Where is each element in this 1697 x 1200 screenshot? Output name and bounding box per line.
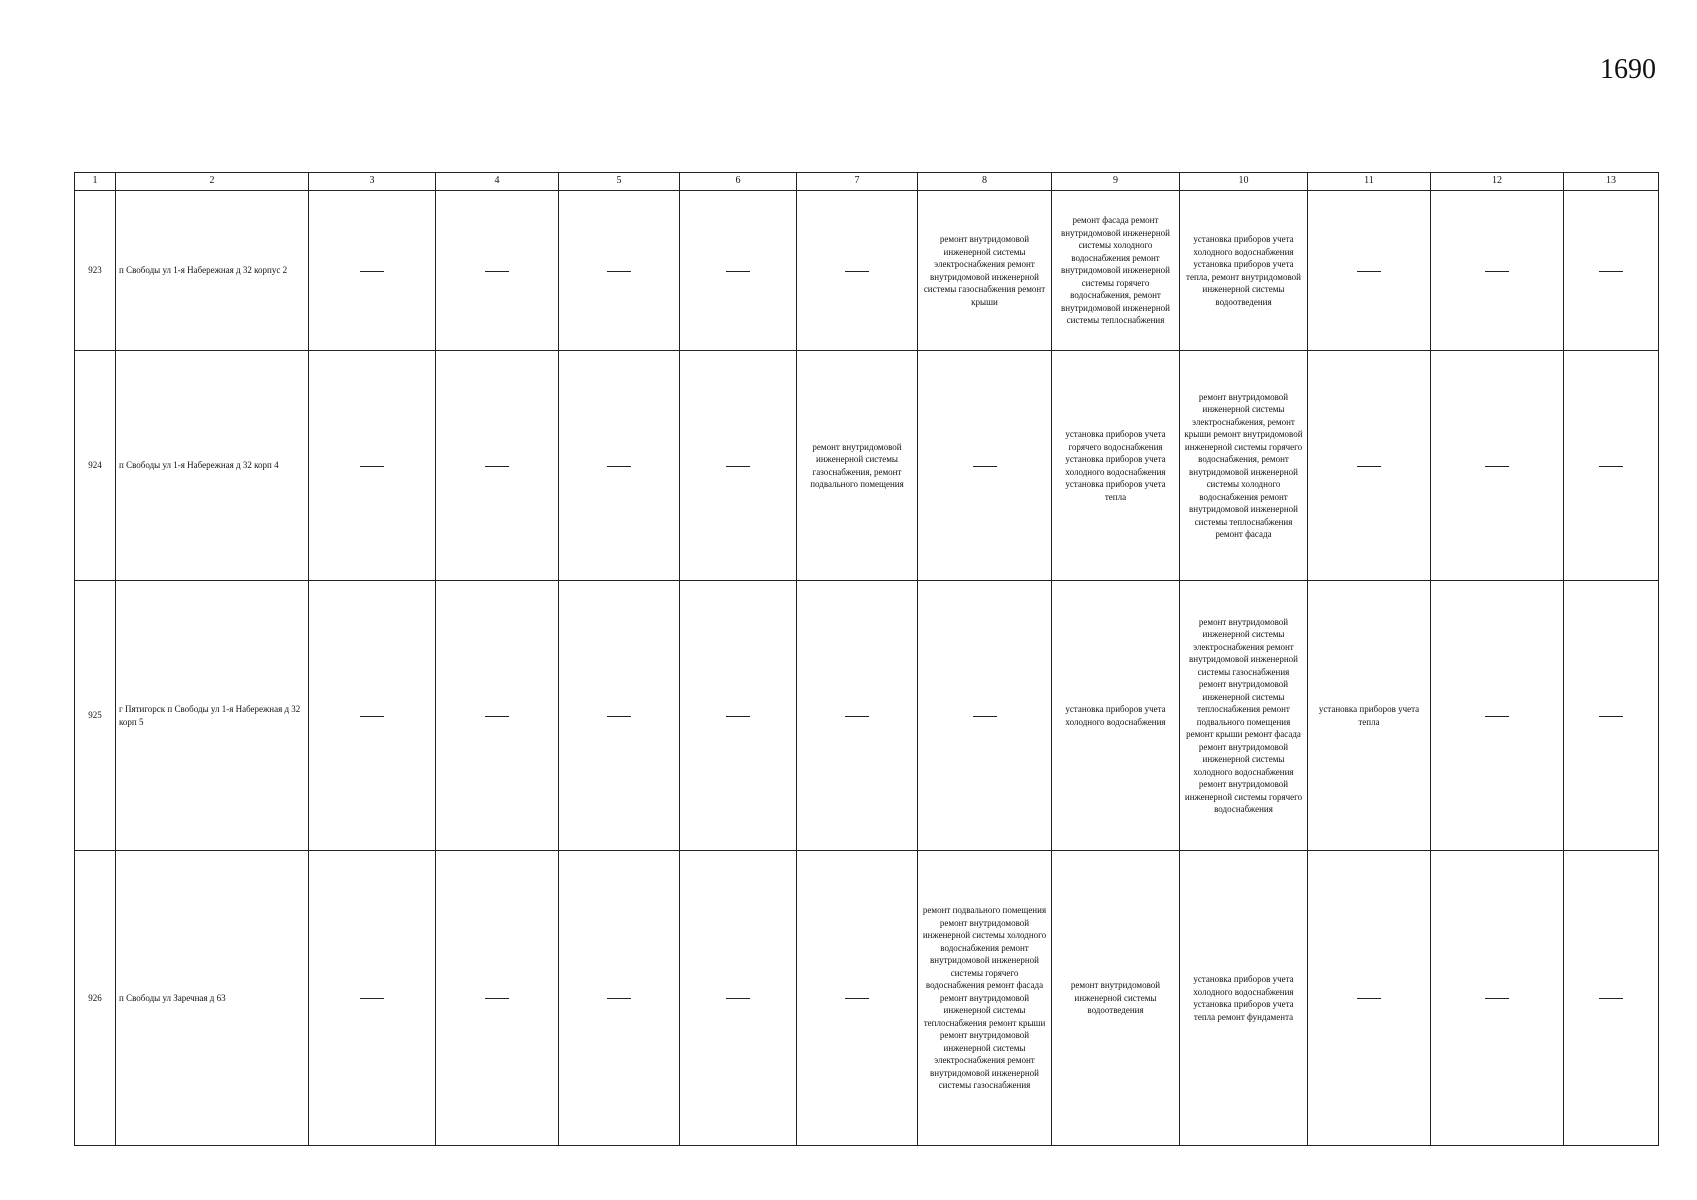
work-description-cell: ремонт внутридомовой инженерной системы газоснабжения, ремонт подвального помещения	[797, 351, 918, 581]
work-description-cell: ремонт подвального помещения ремонт внутридомовой инженерной системы холодного водоснабжения ремонт внутридомовой инженерной системы горячего водоснабжения ремонт фасада ремонт внутридомовой инженерной системы теплоснабжения ремонт крыши ремонт внутридомовой инженерной системы электроснабжения ремонт внутридомовой инженерной системы газоснабжения	[918, 851, 1052, 1146]
empty-dash-cell	[309, 191, 436, 351]
work-description-cell: установка приборов учета холодного водоснабжения установка приборов учета тепла ремонт фундамента	[1180, 851, 1308, 1146]
column-number-8: 8	[918, 173, 1052, 191]
dash-mark	[1485, 716, 1509, 717]
empty-dash-cell	[918, 581, 1052, 851]
dash-mark	[1599, 998, 1623, 999]
dash-mark	[607, 271, 631, 272]
dash-mark	[360, 466, 384, 467]
column-number-3: 3	[309, 173, 436, 191]
column-number-7: 7	[797, 173, 918, 191]
column-number-12: 12	[1431, 173, 1564, 191]
row-number: 924	[75, 351, 116, 581]
empty-dash-cell	[797, 191, 918, 351]
dash-mark	[360, 271, 384, 272]
work-description-cell: ремонт внутридомовой инженерной системы электроснабжения ремонт внутридомовой инженерной системы газоснабжения ремонт крыши	[918, 191, 1052, 351]
column-number-10: 10	[1180, 173, 1308, 191]
dash-mark	[485, 716, 509, 717]
empty-dash-cell	[1564, 851, 1659, 1146]
empty-dash-cell	[680, 581, 797, 851]
dash-mark	[607, 716, 631, 717]
dash-mark	[726, 271, 750, 272]
empty-dash-cell	[436, 851, 559, 1146]
empty-dash-cell	[559, 581, 680, 851]
column-number-1: 1	[75, 173, 116, 191]
column-number-9: 9	[1052, 173, 1180, 191]
row-number: 926	[75, 851, 116, 1146]
empty-dash-cell	[1564, 351, 1659, 581]
table-row	[75, 851, 1659, 1146]
dash-mark	[1485, 271, 1509, 272]
empty-dash-cell	[680, 851, 797, 1146]
empty-dash-cell	[309, 581, 436, 851]
work-description-cell: установка приборов учета горячего водоснабжения установка приборов учета холодного водоснабжения установка приборов учета тепла	[1052, 351, 1180, 581]
dash-mark	[485, 271, 509, 272]
address-cell: п Свободы ул Заречная д 63	[116, 851, 309, 1146]
dash-mark	[973, 716, 997, 717]
table-row	[75, 351, 1659, 581]
work-description-cell: установка приборов учета холодного водоснабжения	[1052, 581, 1180, 851]
work-description-cell: установка приборов учета тепла	[1308, 581, 1431, 851]
table-row	[75, 581, 1659, 851]
dash-mark	[726, 716, 750, 717]
empty-dash-cell	[1564, 191, 1659, 351]
dash-mark	[1599, 716, 1623, 717]
page-number: 1690	[1600, 54, 1656, 85]
work-description-cell: ремонт внутридомовой инженерной системы электроснабжения ремонт внутридомовой инженерной системы газоснабжения ремонт внутридомовой инженерной системы теплоснабжения ремонт подвального помещения ремонт крыши ремонт фасада ремонт внутридомовой инженерной системы холодного водоснабжения ремонт внутридомовой инженерной системы горячего водоснабжения	[1180, 581, 1308, 851]
work-description-cell: ремонт фасада ремонт внутридомовой инженерной системы холодного водоснабжения ремонт внутридомовой инженерной системы горячего водоснабжения, ремонт внутридомовой инженерной системы теплоснабжения	[1052, 191, 1180, 351]
empty-dash-cell	[1308, 351, 1431, 581]
dash-mark	[973, 466, 997, 467]
dash-mark	[845, 271, 869, 272]
empty-dash-cell	[559, 351, 680, 581]
dash-mark	[1485, 466, 1509, 467]
empty-dash-cell	[1308, 851, 1431, 1146]
dash-mark	[485, 998, 509, 999]
table-row	[75, 191, 1659, 351]
empty-dash-cell	[1564, 581, 1659, 851]
dash-mark	[1485, 998, 1509, 999]
empty-dash-cell	[918, 351, 1052, 581]
dash-mark	[845, 998, 869, 999]
dash-mark	[485, 466, 509, 467]
empty-dash-cell	[1431, 191, 1564, 351]
address-cell: п Свободы ул 1-я Набережная д 32 корпус 2	[116, 191, 309, 351]
column-number-row	[75, 173, 1659, 191]
address-cell: п Свободы ул 1-я Набережная д 32 корп 4	[116, 351, 309, 581]
column-number-11: 11	[1308, 173, 1431, 191]
empty-dash-cell	[436, 581, 559, 851]
dash-mark	[1357, 998, 1381, 999]
work-description-cell: ремонт внутридомовой инженерной системы водоотведения	[1052, 851, 1180, 1146]
empty-dash-cell	[797, 581, 918, 851]
dash-mark	[726, 998, 750, 999]
empty-dash-cell	[559, 191, 680, 351]
address-cell: г Пятигорск п Свободы ул 1-я Набережная д 32 корп 5	[116, 581, 309, 851]
dash-mark	[1357, 271, 1381, 272]
work-description-cell: ремонт внутридомовой инженерной системы электроснабжения, ремонт крыши ремонт внутридомовой инженерной системы горячего водоснабжения, ремонт внутридомовой инженерной системы холодного водоснабжения ремонт внутридомовой инженерной системы теплоснабжения ремонт фасада	[1180, 351, 1308, 581]
dash-mark	[607, 466, 631, 467]
dash-mark	[1599, 466, 1623, 467]
row-number: 925	[75, 581, 116, 851]
dash-mark	[360, 716, 384, 717]
column-number-4: 4	[436, 173, 559, 191]
column-number-2: 2	[116, 173, 309, 191]
dash-mark	[1599, 271, 1623, 272]
capital-repair-table	[74, 172, 1659, 1146]
column-number-5: 5	[559, 173, 680, 191]
dash-mark	[607, 998, 631, 999]
empty-dash-cell	[1431, 851, 1564, 1146]
dash-mark	[1357, 466, 1381, 467]
column-number-13: 13	[1564, 173, 1659, 191]
dash-mark	[360, 998, 384, 999]
empty-dash-cell	[436, 191, 559, 351]
work-description-cell: установка приборов учета холодного водоснабжения установка приборов учета тепла, ремонт внутридомовой инженерной системы водоотведения	[1180, 191, 1308, 351]
dash-mark	[845, 716, 869, 717]
empty-dash-cell	[309, 851, 436, 1146]
dash-mark	[726, 466, 750, 467]
empty-dash-cell	[1431, 351, 1564, 581]
empty-dash-cell	[1308, 191, 1431, 351]
column-number-6: 6	[680, 173, 797, 191]
empty-dash-cell	[436, 351, 559, 581]
empty-dash-cell	[309, 351, 436, 581]
empty-dash-cell	[797, 851, 918, 1146]
empty-dash-cell	[1431, 581, 1564, 851]
empty-dash-cell	[559, 851, 680, 1146]
table-body	[75, 173, 1659, 1146]
row-number: 923	[75, 191, 116, 351]
empty-dash-cell	[680, 351, 797, 581]
empty-dash-cell	[680, 191, 797, 351]
